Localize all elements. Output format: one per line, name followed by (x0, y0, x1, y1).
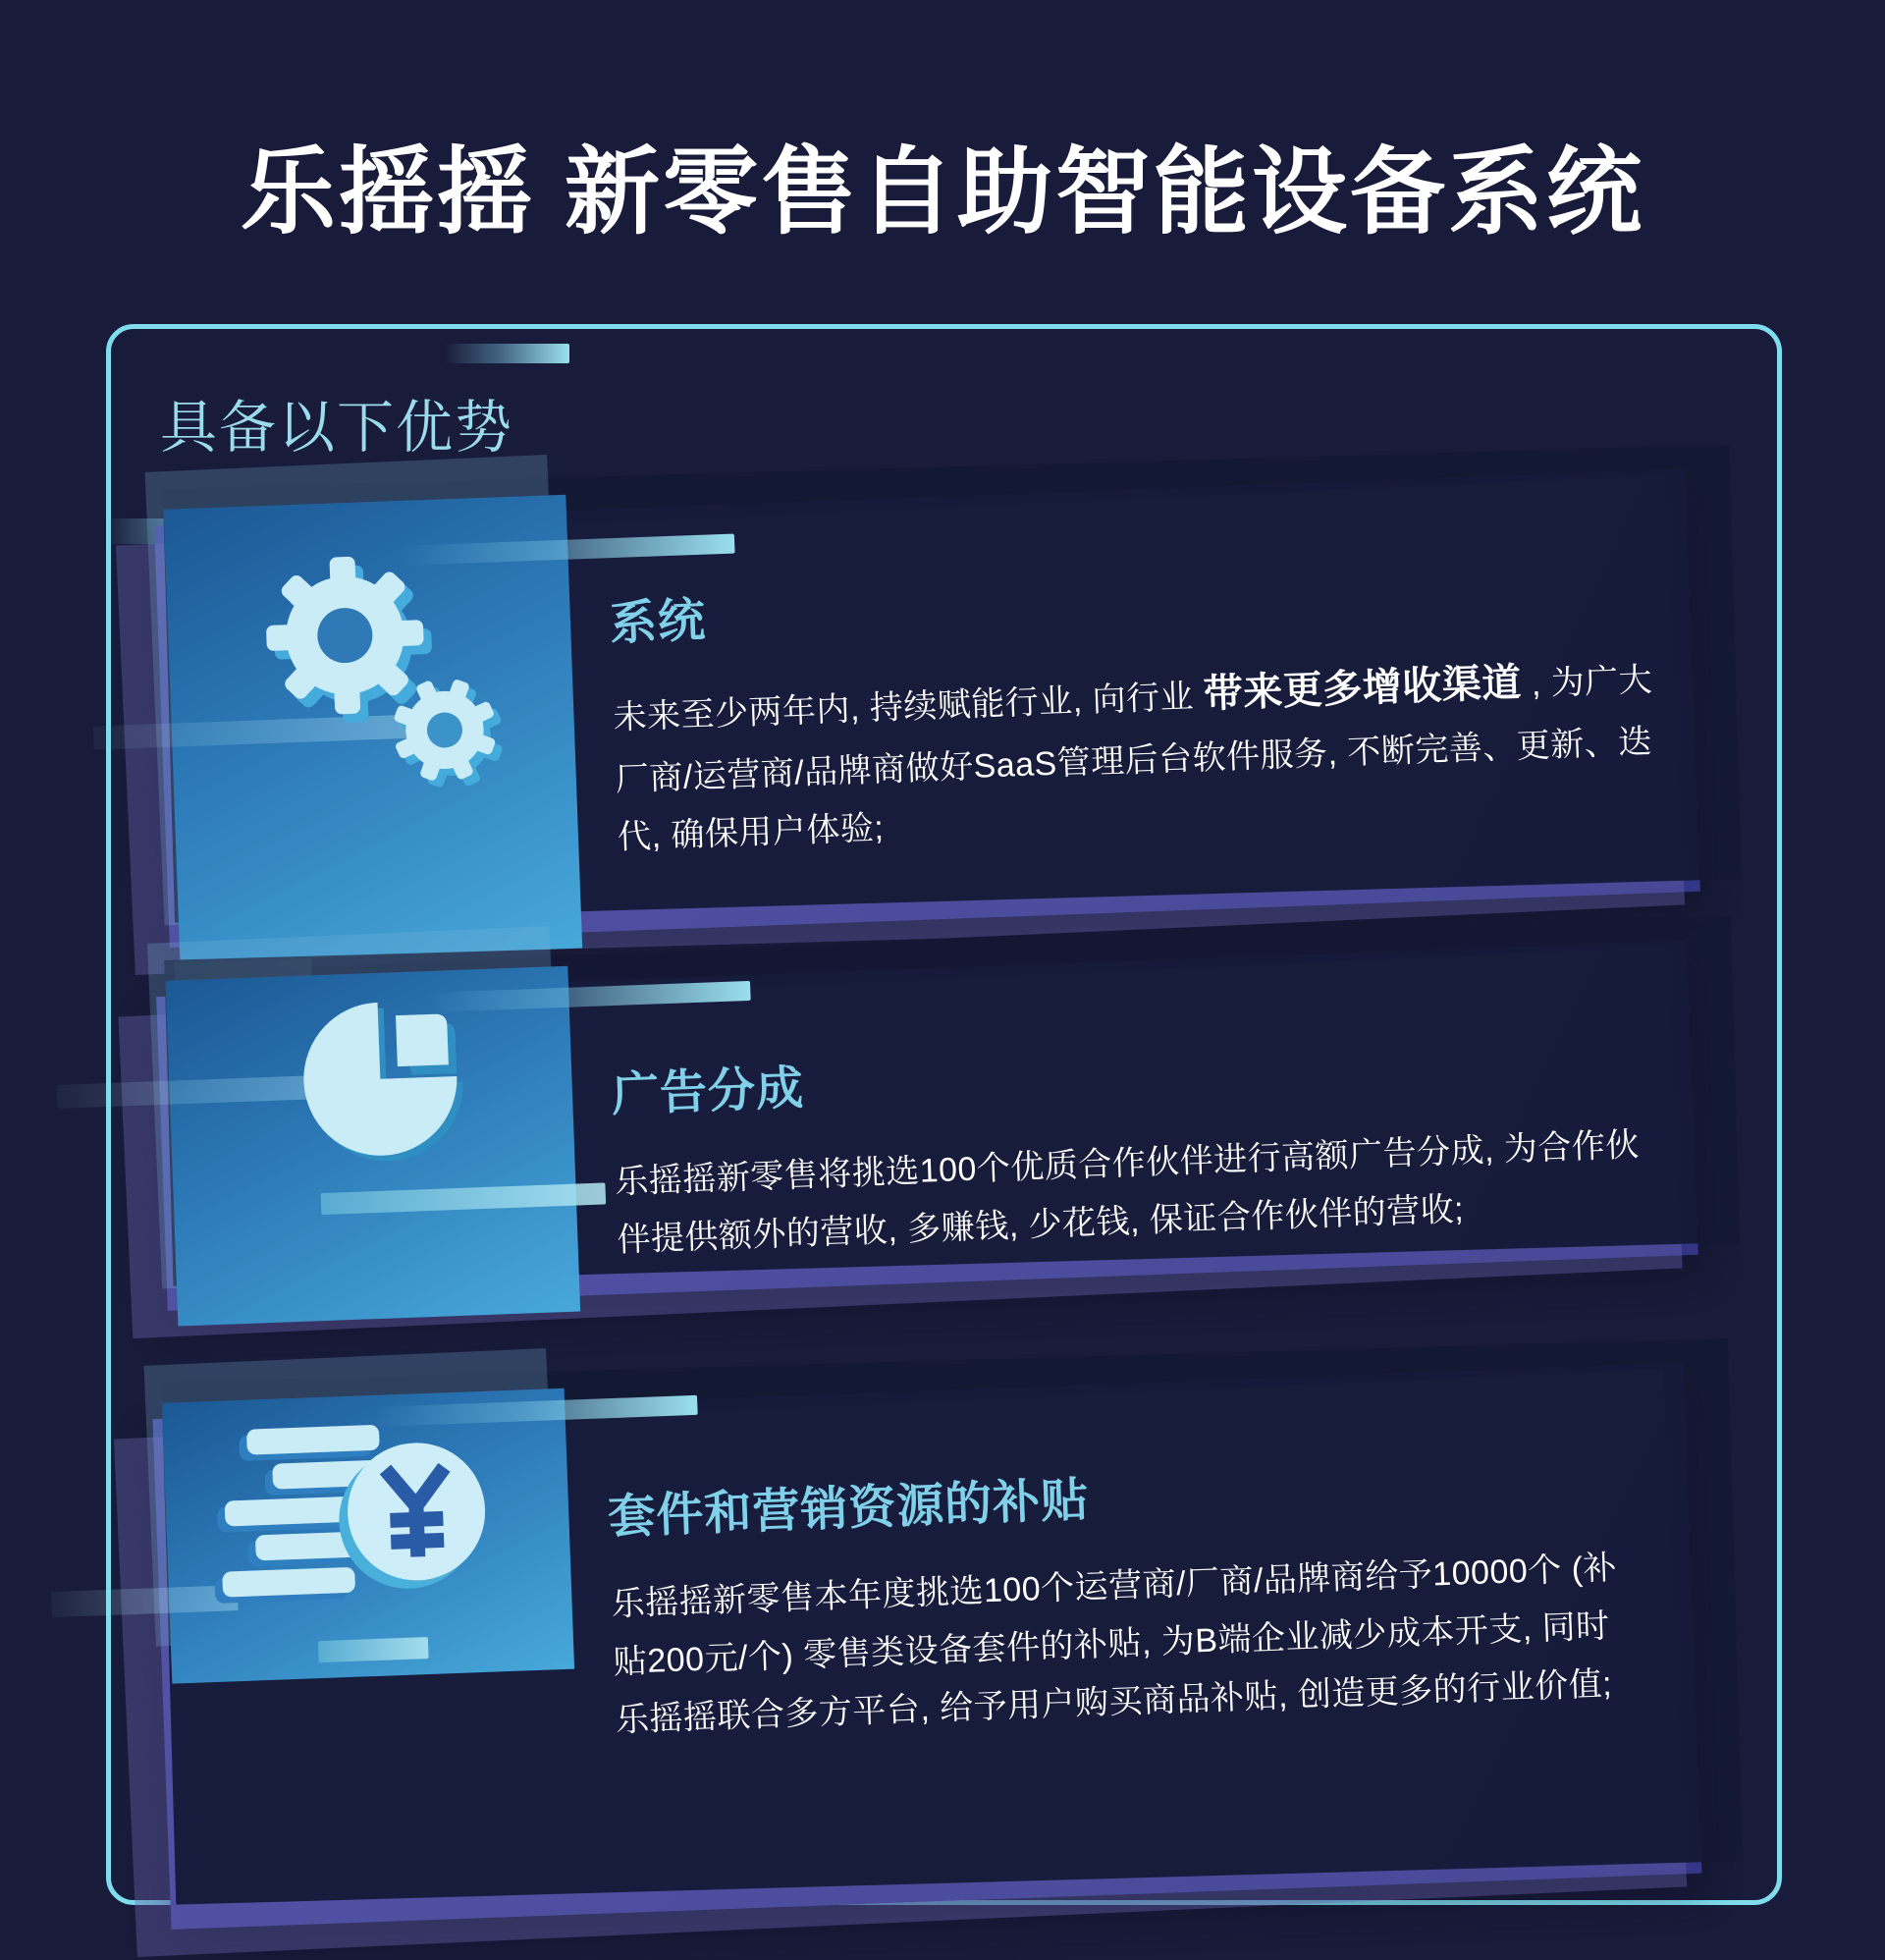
advantage-card-subsidy (152, 1363, 1701, 1930)
icon-panel (166, 966, 581, 1327)
icon-panel (162, 1388, 574, 1684)
card-text-block (608, 943, 1648, 1271)
pie-chart-icon (279, 977, 482, 1180)
section-header: 具备以下优势 (160, 396, 514, 460)
coins-yen-icon (217, 1419, 540, 1686)
card-body: 乐摇摇新零售本年度挑选100个运营商/厂商/品牌商给予10000个 (补贴200元/个) 零售类设备套件的补贴, 为B端企业减少成本开支, 同时乐摇摇联合多方平台, 给予用户购买商品补贴, 创造更多的行业价值; (611, 1549, 1618, 1740)
body-text: 未来至少两年内, 持续赋能行业, 向行业 (612, 678, 1195, 737)
card-text-block (606, 470, 1684, 867)
speed-line (51, 1585, 239, 1617)
body-text-emphasis: 带来更多增收渠道 (1203, 661, 1523, 717)
body-text: , 为广大厂商/运营商/品牌商做好SaaS管理后台软件服务, 不断完善、更新、迭代, 确保用户体验; (615, 661, 1653, 856)
card-title: 套件和营销资源的补贴 (607, 1474, 1091, 1545)
card-title: 系统 (609, 594, 708, 651)
advantage-card-ad-share (156, 941, 1698, 1311)
card-body: 乐摇摇新零售将挑选100个优质合作伙伴进行高额广告分成, 为合作伙伴提供额外的营收, 多赚钱, 少花钱, 保证合作伙伴的营收; (614, 1125, 1641, 1260)
speed-line (444, 344, 569, 363)
advantage-card-system (154, 469, 1700, 948)
gears-icon (179, 502, 524, 847)
card-title: 广告分成 (611, 1062, 805, 1122)
card-text-block (604, 1365, 1642, 1751)
page-title: 乐摇摇 新零售自助智能设备系统 (241, 138, 1644, 245)
speed-line (321, 1182, 607, 1215)
icon-panel (164, 495, 583, 963)
card-body (612, 643, 1683, 867)
